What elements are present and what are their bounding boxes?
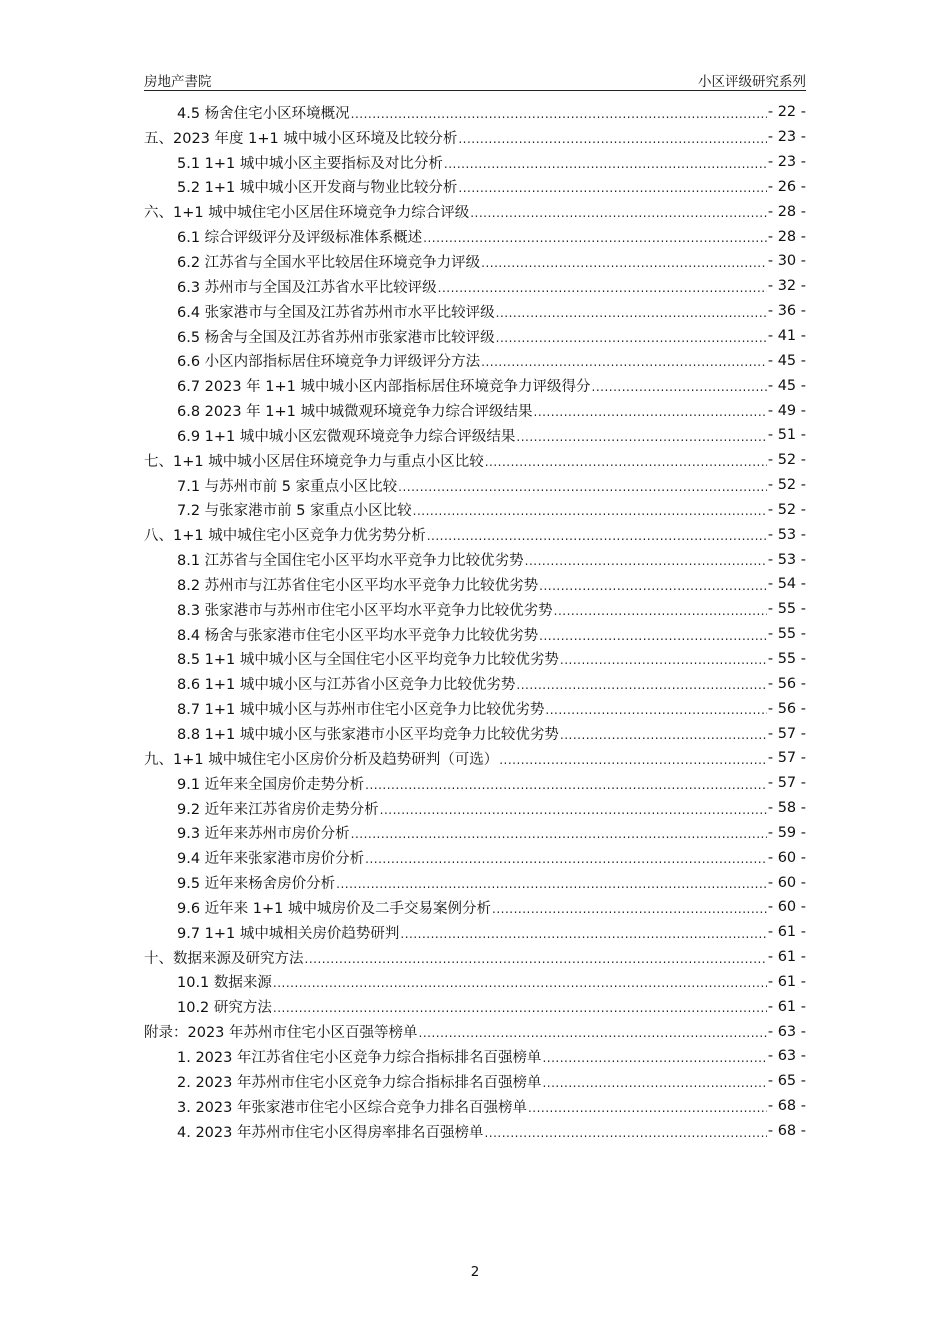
toc-entry-title: 6.8 2023 年 1+1 城中城微观环境竞争力综合评级结果 [177, 404, 533, 421]
toc-section-entry[interactable] [144, 1094, 806, 1119]
toc-entry-title: 9.7 1+1 城中城相关房价趋势研判 [177, 925, 400, 942]
toc-entry-page: - 22 - [767, 104, 806, 121]
toc-chapter-entry[interactable] [144, 199, 806, 224]
toc-dot-leader [592, 378, 767, 393]
toc-entry-page: - 51 - [767, 427, 806, 444]
toc-entry-title: 九、1+1 城中城住宅小区房价分析及趋势研判（可选） [144, 751, 499, 768]
toc-dot-leader [560, 726, 767, 741]
toc-entry-page: - 61 - [767, 949, 806, 966]
toc-entry-page: - 60 - [767, 874, 806, 891]
toc-entry-title: 八、1+1 城中城住宅小区竞争力优劣势分析 [144, 528, 426, 545]
toc-section-entry[interactable] [144, 796, 806, 821]
toc-section-entry[interactable] [144, 423, 806, 448]
toc-section-entry[interactable] [144, 671, 806, 696]
toc-dot-leader [458, 130, 767, 145]
toc-dot-leader [413, 502, 767, 517]
toc-dot-leader [542, 1049, 766, 1064]
toc-dot-leader [539, 577, 767, 592]
toc-entry-title: 6.5 杨舍与全国及江苏省苏州市张家港市比较评级 [177, 329, 495, 346]
toc-chapter-entry[interactable] [144, 1019, 806, 1044]
toc-entry-title: 十、数据来源及研究方法 [144, 950, 304, 967]
toc-section-entry[interactable] [144, 572, 806, 597]
toc-dot-leader [484, 1124, 766, 1139]
toc-entry-page: - 57 - [767, 775, 806, 792]
toc-entry-title: 9.3 近年来苏州市房价分析 [177, 826, 350, 843]
toc-entry-page: - 63 - [767, 1048, 806, 1065]
toc-entry-page: - 68 - [767, 1123, 806, 1140]
toc-entry-page: - 32 - [767, 278, 806, 295]
toc-entry-page: - 58 - [767, 800, 806, 817]
toc-section-entry[interactable] [144, 373, 806, 398]
toc-entry-title: 10.1 数据来源 [177, 975, 272, 992]
toc-entry-title: 六、1+1 城中城住宅小区居住环境竞争力综合评级 [144, 205, 470, 222]
toc-entry-page: - 45 - [767, 352, 806, 369]
toc-entry-page: - 26 - [767, 178, 806, 195]
toc-entry-title: 附录：2023 年苏州市住宅小区百强等榜单 [144, 1025, 418, 1042]
toc-entry-title: 8.7 1+1 城中城小区与苏州市住宅小区竞争力比较优劣势 [177, 702, 545, 719]
toc-entry-page: - 55 - [767, 601, 806, 618]
toc-entry-title: 8.2 苏州市与江苏省住宅小区平均水平竞争力比较优劣势 [177, 577, 539, 594]
toc-section-entry[interactable] [144, 1069, 806, 1094]
toc-dot-leader [305, 950, 767, 965]
toc-section-entry[interactable] [144, 150, 806, 175]
toc-section-entry[interactable] [144, 622, 806, 647]
toc-dot-leader [336, 875, 767, 890]
toc-entry-page: - 53 - [767, 526, 806, 543]
table-of-contents [144, 100, 806, 1143]
toc-dot-leader [438, 279, 767, 294]
toc-entry-page: - 53 - [767, 551, 806, 568]
toc-entry-title: 9.6 近年来 1+1 城中城房价及二手交易案例分析 [177, 900, 491, 917]
toc-section-entry[interactable] [144, 597, 806, 622]
toc-entry-page: - 60 - [767, 849, 806, 866]
toc-dot-leader [525, 552, 767, 567]
toc-entry-title: 7.2 与张家港市前 5 家重点小区比较 [177, 503, 412, 520]
toc-entry-title: 4.5 杨舍住宅小区环境概况 [177, 105, 350, 122]
toc-entry-page: - 61 - [767, 924, 806, 941]
toc-section-entry[interactable] [144, 249, 806, 274]
toc-section-entry[interactable] [144, 895, 806, 920]
toc-section-entry[interactable] [144, 299, 806, 324]
toc-dot-leader [516, 676, 766, 691]
toc-dot-leader [534, 403, 767, 418]
toc-dot-leader [419, 1024, 767, 1039]
toc-entry-page: - 55 - [767, 626, 806, 643]
toc-dot-leader [273, 974, 767, 989]
toc-dot-leader [398, 478, 767, 493]
toc-section-entry[interactable] [144, 398, 806, 423]
toc-entry-page: - 68 - [767, 1098, 806, 1115]
toc-entry-title: 七、1+1 城中城小区居住环境竞争力与重点小区比较 [144, 453, 484, 470]
toc-section-entry[interactable] [144, 870, 806, 895]
toc-entry-title: 8.6 1+1 城中城小区与江苏省小区竞争力比较优劣势 [177, 677, 516, 694]
toc-dot-leader [365, 776, 767, 791]
toc-dot-leader [351, 105, 767, 120]
toc-dot-leader [516, 428, 766, 443]
toc-entry-title: 6.9 1+1 城中城小区宏微观环境竞争力综合评级结果 [177, 428, 516, 445]
toc-entry-title: 6.4 张家港市与全国及江苏省苏州市水平比较评级 [177, 304, 495, 321]
toc-entry-title: 9.2 近年来江苏省房价走势分析 [177, 801, 379, 818]
toc-entry-page: - 52 - [767, 452, 806, 469]
toc-entry-page: - 55 - [767, 650, 806, 667]
toc-dot-leader [485, 453, 767, 468]
toc-section-entry[interactable] [144, 498, 806, 523]
toc-entry-page: - 23 - [767, 154, 806, 171]
toc-dot-leader [492, 900, 767, 915]
toc-section-entry[interactable] [144, 696, 806, 721]
toc-section-entry[interactable] [144, 175, 806, 200]
toc-entry-title: 五、2023 年度 1+1 城中城小区环境及比较分析 [144, 130, 458, 147]
toc-entry-title: 8.3 张家港市与苏州市住宅小区平均水平竞争力比较优劣势 [177, 602, 553, 619]
toc-section-entry[interactable] [144, 473, 806, 498]
toc-entry-title: 4. 2023 年苏州市住宅小区得房率排名百强榜单 [177, 1124, 484, 1141]
toc-entry-page: - 61 - [767, 973, 806, 990]
toc-entry-page: - 52 - [767, 477, 806, 494]
toc-dot-leader [481, 353, 767, 368]
toc-dot-leader [496, 304, 767, 319]
toc-entry-title: 6.3 苏州市与全国及江苏省水平比较评级 [177, 279, 437, 296]
toc-entry-title: 3. 2023 年张家港市住宅小区综合竞争力排名百强榜单 [177, 1099, 527, 1116]
toc-dot-leader [545, 701, 766, 716]
toc-entry-page: - 65 - [767, 1073, 806, 1090]
toc-dot-leader [539, 627, 767, 642]
toc-entry-page: - 28 - [767, 228, 806, 245]
page-header [144, 68, 806, 91]
toc-dot-leader [273, 999, 767, 1014]
toc-entry-title: 2. 2023 年苏州市住宅小区竞争力综合指标排名百强榜单 [177, 1074, 542, 1091]
toc-section-entry[interactable] [144, 324, 806, 349]
toc-dot-leader [528, 1099, 767, 1114]
toc-entry-title: 8.4 杨舍与张家港市住宅小区平均水平竞争力比较优劣势 [177, 627, 539, 644]
toc-chapter-entry[interactable] [144, 945, 806, 970]
toc-entry-title: 8.8 1+1 城中城小区与张家港市小区平均竞争力比较优劣势 [177, 727, 559, 744]
toc-entry-page: - 28 - [767, 203, 806, 220]
page-number: 2 [470, 1264, 480, 1280]
toc-entry-page: - 56 - [767, 700, 806, 717]
toc-dot-leader [542, 1074, 766, 1089]
toc-dot-leader [444, 155, 767, 170]
toc-entry-page: - 54 - [767, 576, 806, 593]
toc-entry-title: 10.2 研究方法 [177, 1000, 272, 1017]
toc-dot-leader [496, 329, 767, 344]
toc-section-entry[interactable] [144, 920, 806, 945]
toc-dot-leader [380, 801, 767, 816]
toc-dot-leader [427, 527, 767, 542]
toc-section-entry[interactable] [144, 994, 806, 1019]
toc-section-entry[interactable] [144, 224, 806, 249]
toc-section-entry[interactable] [144, 274, 806, 299]
toc-entry-page: - 30 - [767, 253, 806, 270]
toc-chapter-entry[interactable] [144, 522, 806, 547]
toc-entry-title: 9.5 近年来杨舍房价分析 [177, 876, 336, 893]
toc-entry-title: 5.1 1+1 城中城小区主要指标及对比分析 [177, 155, 443, 172]
toc-entry-title: 6.2 江苏省与全国水平比较居住环境竞争力评级 [177, 254, 481, 271]
toc-entry-title: 7.1 与苏州市前 5 家重点小区比较 [177, 478, 398, 495]
toc-entry-page: - 60 - [767, 899, 806, 916]
toc-entry-page: - 36 - [767, 303, 806, 320]
toc-dot-leader [554, 602, 767, 617]
toc-section-entry[interactable] [144, 1119, 806, 1144]
toc-section-entry[interactable] [144, 547, 806, 572]
toc-entry-page: - 56 - [767, 675, 806, 692]
toc-entry-title: 9.4 近年来张家港市房价分析 [177, 851, 365, 868]
toc-entry-page: - 61 - [767, 998, 806, 1015]
toc-chapter-entry[interactable] [144, 746, 806, 771]
toc-chapter-entry[interactable] [144, 448, 806, 473]
toc-dot-leader [400, 925, 766, 940]
toc-section-entry[interactable] [144, 845, 806, 870]
toc-section-entry[interactable] [144, 721, 806, 746]
toc-entry-title: 8.5 1+1 城中城小区与全国住宅小区平均竞争力比较优劣势 [177, 652, 559, 669]
toc-entry-page: - 45 - [767, 377, 806, 394]
toc-section-entry[interactable] [144, 348, 806, 373]
toc-entry-title: 8.1 江苏省与全国住宅小区平均水平竞争力比较优劣势 [177, 553, 524, 570]
toc-section-entry[interactable] [144, 100, 806, 125]
toc-entry-title: 9.1 近年来全国房价走势分析 [177, 776, 365, 793]
toc-entry-page: - 41 - [767, 328, 806, 345]
toc-section-entry[interactable] [144, 771, 806, 796]
toc-dot-leader [470, 204, 767, 219]
toc-entry-page: - 57 - [767, 725, 806, 742]
toc-dot-leader [481, 254, 767, 269]
toc-section-entry[interactable] [144, 647, 806, 672]
toc-entry-title: 1. 2023 年江苏省住宅小区竞争力综合指标排名百强榜单 [177, 1049, 542, 1066]
toc-entry-page: - 52 - [767, 501, 806, 518]
toc-entry-title: 6.1 综合评级评分及评级标准体系概述 [177, 230, 423, 247]
toc-entry-page: - 49 - [767, 402, 806, 419]
header-publisher: 房地产書院 [144, 74, 212, 90]
toc-dot-leader [458, 179, 766, 194]
toc-entry-title: 5.2 1+1 城中城小区开发商与物业比较分析 [177, 180, 458, 197]
toc-chapter-entry[interactable] [144, 125, 806, 150]
toc-entry-page: - 59 - [767, 824, 806, 841]
toc-entry-title: 6.6 小区内部指标居住环境竞争力评级评分方法 [177, 354, 481, 371]
toc-section-entry[interactable] [144, 1044, 806, 1069]
toc-entry-page: - 23 - [767, 129, 806, 146]
toc-dot-leader [423, 229, 767, 244]
toc-dot-leader [351, 825, 767, 840]
toc-section-entry[interactable] [144, 820, 806, 845]
toc-dot-leader [560, 651, 767, 666]
toc-dot-leader [365, 850, 767, 865]
toc-section-entry[interactable] [144, 970, 806, 995]
toc-entry-page: - 63 - [767, 1023, 806, 1040]
header-series-title: 小区评级研究系列 [698, 74, 806, 90]
toc-entry-title: 6.7 2023 年 1+1 城中城小区内部指标居住环境竞争力评级得分 [177, 379, 591, 396]
toc-dot-leader [499, 751, 767, 766]
toc-entry-page: - 57 - [767, 750, 806, 767]
